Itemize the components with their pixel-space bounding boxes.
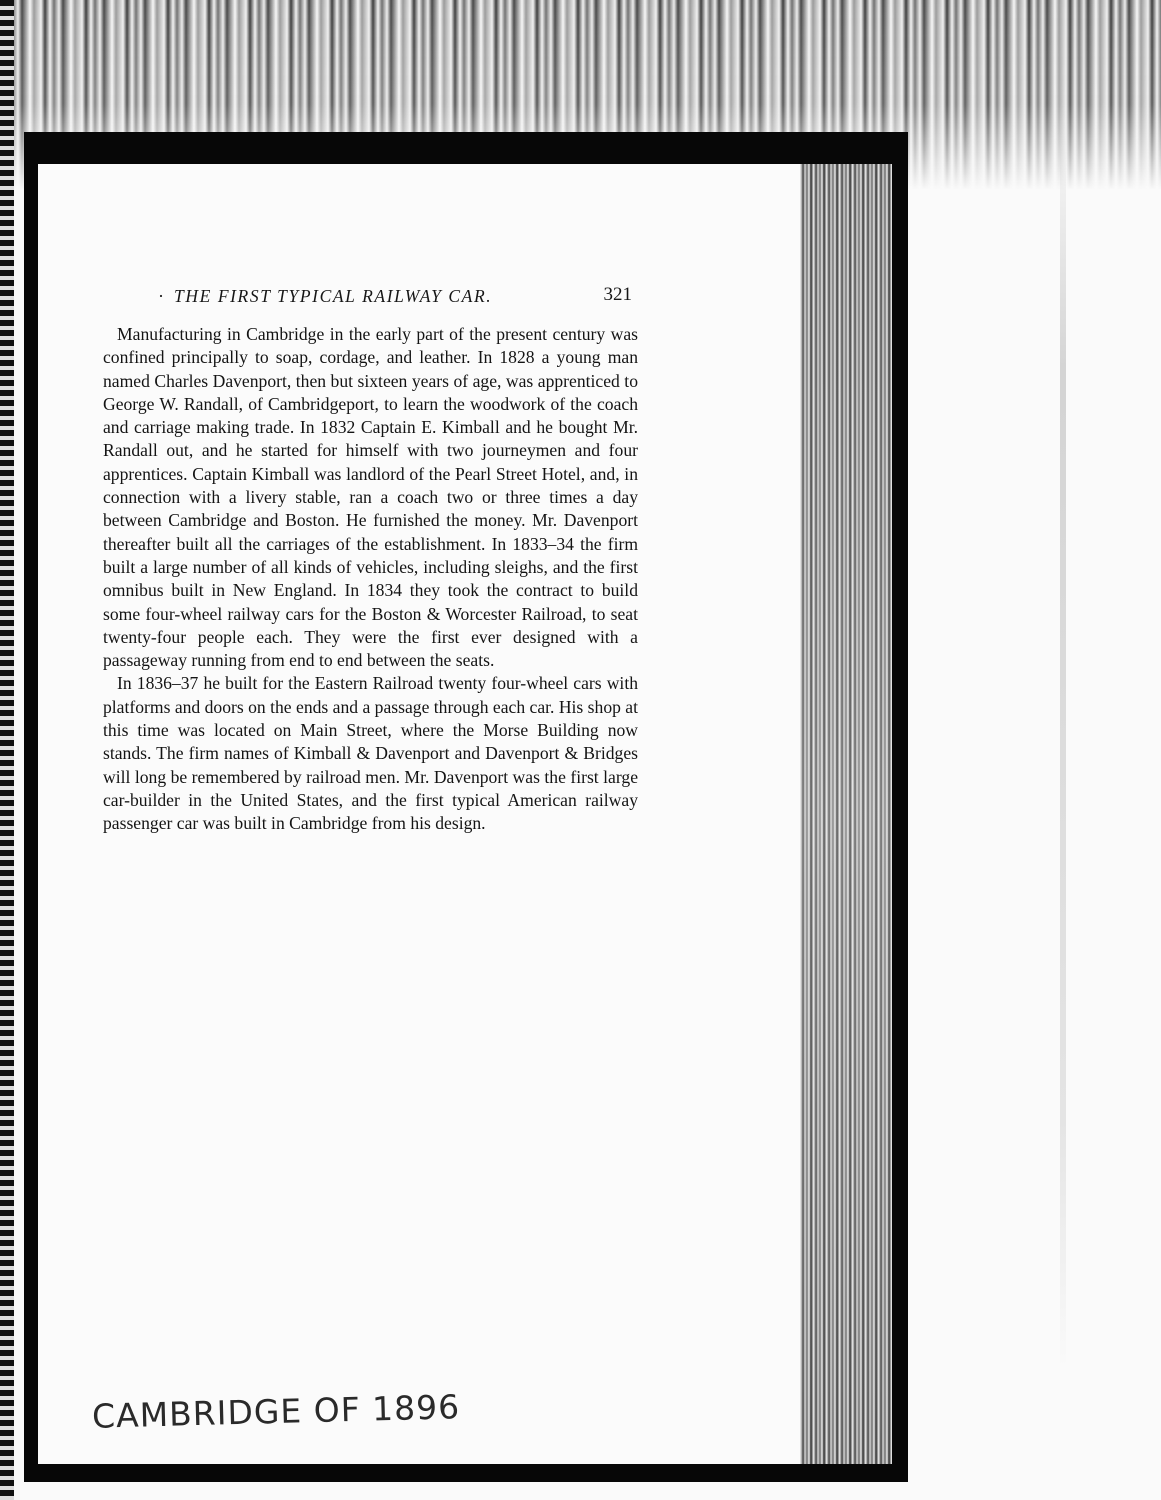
book-fore-edge <box>800 164 892 1464</box>
paragraph: Manufacturing in Cambridge in the early part of the present century was confined principally to soap, cordage, and leather. In 1828 a young man named Charles Davenport, then but sixteen years of age, was apprenticed to George W. Randall, of Cambridgeport, to learn the woodwork of the coach and carriage making trade. In 1832 Captain E. Kimball and he bought Mr. Randall out, and he started for himself with two journeymen and four apprentices. Captain Kimball was landlord of the Pearl Street Hotel, and, in connection with a livery stable, ran a coach two or three times a day between Cambridge and Boston. He furnished the money. Mr. Davenport thereafter built all the carriages of the establishment. In 1833–34 the firm built a large number of all kinds of vehicles, including sleighs, and the first omnibus built in New England. In 1834 they took the contract to build some four-wheel railway cars for the Boston & Worcester Railroad, to seat twenty-four people each. They were the first ever designed with a passageway running from end to end between the seats. <box>103 324 638 671</box>
running-head-mark: · <box>158 286 164 306</box>
page-number: 321 <box>603 284 632 305</box>
handwritten-note: CAMBRIDGE OF 1896 <box>91 1387 461 1436</box>
running-head-title: THE FIRST TYPICAL RAILWAY CAR. <box>174 286 493 306</box>
perforated-edge <box>0 0 14 1500</box>
scan-streak <box>1060 120 1066 1370</box>
body-text <box>103 323 638 836</box>
running-head <box>150 284 632 312</box>
paragraph: In 1836–37 he built for the Eastern Railroad twenty four-wheel cars with platforms and doors on the ends and a passage through each car. His shop at this time was located on Main Street, where the Morse Building now stands. The firm names of Kimball & Davenport and Davenport & Bridges will long be remembered by railroad men. Mr. Davenport was the first large car-builder in the United States, and the first typical American railway passenger car was built in Cambridge from his design. <box>103 673 639 834</box>
